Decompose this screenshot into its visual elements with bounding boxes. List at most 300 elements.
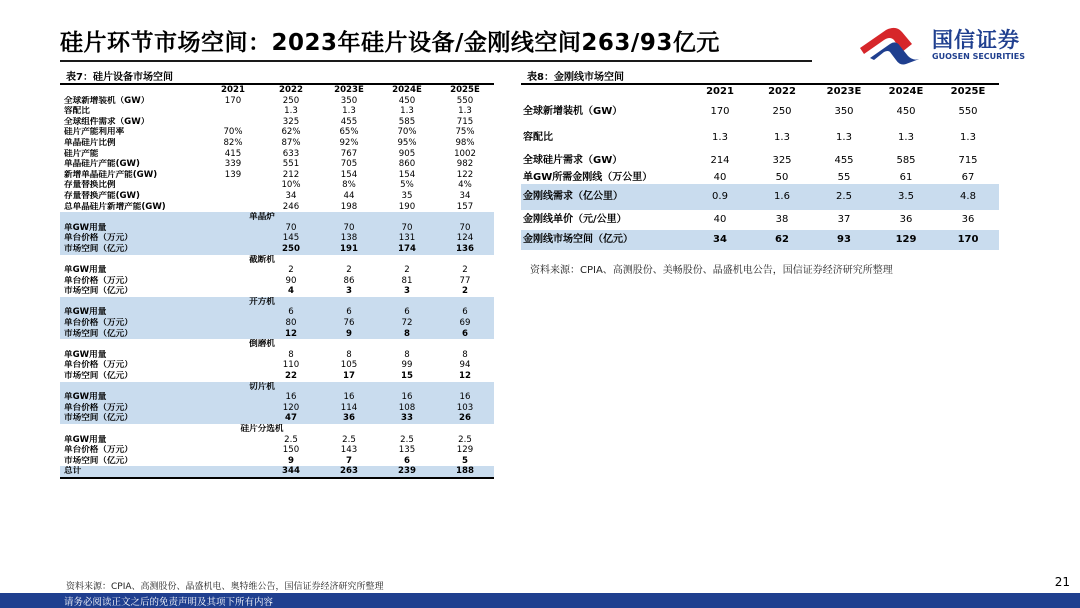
row-label: 容配比 [64, 106, 90, 117]
table-row [60, 191, 494, 202]
table-row [60, 350, 494, 361]
value-cell: 551 [282, 159, 300, 170]
value-cell: 61 [899, 171, 913, 183]
silicon-wafer-equipment-table [60, 70, 494, 479]
value-cell: 325 [772, 155, 792, 166]
company-logo [856, 22, 1036, 66]
value-cell: 70% [397, 127, 417, 138]
value-cell: 450 [398, 95, 416, 106]
row-label: 单GW用量 [60, 307, 204, 318]
value-cell: 12 [459, 371, 471, 382]
value-cell: 98% [455, 137, 475, 148]
table-row [60, 127, 494, 138]
value-cell: 70% [223, 127, 243, 138]
footer-bar [0, 593, 1080, 608]
value-cell: 212 [282, 169, 300, 180]
row-label: 全球硅片需求（GW） [523, 155, 623, 166]
value-cell: 129 [875, 230, 937, 250]
value-cell: 6 [320, 307, 378, 318]
value-cell: 767 [340, 148, 358, 159]
value-cell: 250 [772, 106, 792, 117]
value-cell: 2.5 [284, 434, 298, 445]
value-cell: 585 [896, 155, 916, 166]
value-cell: 455 [834, 155, 854, 166]
value-cell: 36 [320, 413, 378, 424]
value-cell: 105 [340, 360, 358, 371]
column-header: 2025E [950, 86, 986, 97]
table-header-row [60, 85, 494, 96]
section-label: 截断机 [249, 254, 275, 265]
table-row [521, 171, 999, 184]
value-cell: 40 [713, 214, 727, 225]
equipment-data-table [60, 85, 494, 479]
value-cell: 705 [340, 159, 358, 170]
value-cell: 94 [459, 360, 471, 371]
row-label: 单GW用量 [60, 223, 204, 234]
value-cell [204, 413, 262, 424]
value-cell: 40 [713, 171, 727, 183]
value-cell: 1.3 [400, 106, 414, 117]
value-cell: 1.6 [751, 184, 813, 210]
row-label: 单GW所需金刚线（万公里） [523, 171, 653, 183]
row-label: 市场空间（亿元） [64, 286, 133, 297]
table-row [521, 230, 999, 250]
value-cell: 633 [282, 148, 300, 159]
column-header [60, 85, 204, 96]
value-cell: 2 [288, 265, 294, 276]
value-cell: 455 [340, 116, 358, 127]
table-section-row [60, 297, 494, 308]
value-cell: 150 [282, 445, 300, 456]
value-cell: 154 [398, 169, 416, 180]
value-cell: 70 [320, 223, 378, 234]
column-header: 2023E [826, 86, 862, 97]
table-row [60, 170, 494, 181]
table8-source-note: 资料来源：CPIA、高测股份、美畅股份、晶盛机电公告，国信证券经济研究所整理 [530, 265, 893, 276]
value-cell [204, 191, 262, 202]
value-cell: 81 [401, 275, 413, 286]
value-cell: 22 [285, 371, 297, 382]
value-cell: 9 [288, 455, 294, 466]
table-row [60, 318, 494, 329]
value-cell: 77 [459, 275, 471, 286]
value-cell: 80 [262, 318, 320, 329]
value-cell [204, 403, 262, 414]
value-cell: 10% [281, 180, 301, 191]
value-cell: 2.5 [342, 434, 356, 445]
value-cell: 87% [281, 137, 301, 148]
table-row [60, 117, 494, 128]
value-cell: 34 [285, 190, 297, 201]
value-cell: 55 [837, 171, 851, 183]
table-row [60, 286, 494, 297]
value-cell [204, 233, 262, 244]
logo-name-en: GUOSEN SECURITIES [932, 52, 1025, 61]
value-cell: 170 [937, 230, 999, 250]
value-cell: 5% [400, 180, 414, 191]
value-cell: 16 [436, 392, 494, 403]
value-cell: 124 [436, 233, 494, 244]
value-cell: 1.3 [284, 106, 298, 117]
table-row [60, 265, 494, 276]
value-cell: 715 [456, 116, 474, 127]
table-row [521, 125, 999, 151]
value-cell [204, 180, 262, 191]
value-cell: 263 [320, 466, 378, 478]
value-cell: 8% [342, 180, 356, 191]
value-cell: 33 [378, 413, 436, 424]
value-cell: 37 [837, 214, 851, 225]
value-cell [204, 117, 262, 128]
value-cell: 3 [346, 286, 352, 297]
row-label: 市场空间（亿元） [64, 455, 133, 466]
value-cell: 16 [378, 392, 436, 403]
table-row [60, 445, 494, 456]
column-header: 2021 [221, 85, 245, 95]
section-label: 切片机 [204, 382, 320, 393]
section-label: 开方机 [204, 297, 320, 308]
value-cell: 585 [398, 116, 416, 127]
row-label: 总单晶硅片新增产能(GW) [64, 201, 166, 212]
row-label: 存量替换比例 [64, 180, 116, 191]
value-cell: 6 [436, 329, 494, 340]
value-cell: 1.3 [836, 132, 852, 143]
value-cell: 8 [404, 349, 410, 360]
table-row [60, 223, 494, 234]
row-label: 硅片产能利用率 [64, 127, 125, 138]
table-row [521, 210, 999, 230]
value-cell: 108 [378, 403, 436, 414]
row-label: 单晶硅片比例 [64, 137, 116, 148]
value-cell: 7 [346, 455, 352, 466]
value-cell: 72 [378, 318, 436, 329]
row-label: 金刚线需求（亿公里） [521, 184, 689, 210]
value-cell: 38 [775, 214, 789, 225]
value-cell: 26 [436, 413, 494, 424]
value-cell: 350 [834, 106, 854, 117]
value-cell: 170 [224, 95, 242, 106]
page-number: 21 [1054, 575, 1070, 589]
value-cell: 67 [961, 171, 975, 183]
value-cell: 34 [459, 190, 471, 201]
table-row [60, 456, 494, 467]
table-row [60, 403, 494, 414]
value-cell: 2 [462, 286, 468, 297]
value-cell: 6 [378, 307, 436, 318]
value-cell: 2.5 [458, 434, 472, 445]
value-cell [204, 276, 262, 287]
value-cell: 239 [378, 466, 436, 478]
value-cell [204, 265, 262, 276]
value-cell: 214 [710, 155, 730, 166]
column-header: 2025E [450, 85, 480, 95]
value-cell: 157 [456, 201, 474, 212]
value-cell [204, 360, 262, 371]
value-cell: 8 [288, 349, 294, 360]
value-cell: 44 [343, 190, 355, 201]
value-cell: 8 [378, 329, 436, 340]
table-row [60, 276, 494, 287]
value-cell: 2 [346, 265, 352, 276]
table-row [60, 360, 494, 371]
value-cell: 138 [320, 233, 378, 244]
table-row [60, 307, 494, 318]
value-cell [204, 392, 262, 403]
section-label: 硅片分选机 [240, 424, 284, 434]
row-label: 金刚线市场空间（亿元） [521, 230, 689, 250]
value-cell: 75% [455, 127, 475, 138]
value-cell: 90 [285, 275, 297, 286]
value-cell: 250 [262, 244, 320, 255]
value-cell [204, 106, 262, 117]
row-label: 新增单晶硅片产能(GW) [64, 169, 158, 180]
value-cell: 0.9 [689, 184, 751, 210]
table-row [60, 435, 494, 446]
value-cell: 188 [436, 466, 494, 478]
value-cell: 246 [282, 201, 300, 212]
value-cell: 34 [689, 230, 751, 250]
table-row [521, 99, 999, 125]
value-cell: 36 [899, 214, 913, 225]
column-header: 2022 [279, 85, 303, 95]
value-cell: 99 [401, 360, 413, 371]
row-label: 单GW用量 [60, 392, 204, 403]
section-label: 单晶炉 [204, 212, 320, 223]
value-cell: 344 [262, 466, 320, 478]
value-cell: 1002 [454, 148, 476, 159]
value-cell: 120 [262, 403, 320, 414]
table-section-row [60, 382, 494, 393]
table-row [60, 413, 494, 424]
value-cell: 47 [262, 413, 320, 424]
value-cell: 4 [288, 286, 294, 297]
value-cell: 62 [751, 230, 813, 250]
value-cell: 450 [896, 106, 916, 117]
row-label: 市场空间（亿元） [64, 371, 133, 382]
value-cell: 715 [958, 155, 978, 166]
table-row [60, 180, 494, 191]
value-cell: 76 [320, 318, 378, 329]
value-cell: 114 [320, 403, 378, 414]
column-header: 2021 [706, 86, 734, 97]
value-cell: 6 [436, 307, 494, 318]
value-cell: 1.3 [960, 132, 976, 143]
table-row [60, 233, 494, 244]
value-cell: 50 [775, 171, 789, 183]
value-cell: 70 [262, 223, 320, 234]
row-label: 全球新增装机（GW） [523, 106, 623, 117]
value-cell: 136 [436, 244, 494, 255]
table-section-row [60, 212, 494, 223]
table-row [60, 202, 494, 213]
value-cell: 70 [436, 223, 494, 234]
column-header [521, 85, 689, 99]
table-row [60, 138, 494, 149]
value-cell: 325 [282, 116, 300, 127]
row-label: 单台价格（万元） [60, 403, 204, 414]
value-cell: 2.5 [813, 184, 875, 210]
value-cell: 70 [378, 223, 436, 234]
table-row [60, 371, 494, 382]
row-label: 容配比 [523, 132, 553, 143]
guosen-logo-icon [856, 22, 928, 66]
column-header: 2023E [334, 85, 364, 95]
value-cell [204, 445, 262, 456]
table-row [60, 96, 494, 107]
value-cell: 65% [339, 127, 359, 138]
value-cell: 860 [398, 159, 416, 170]
value-cell: 1.3 [898, 132, 914, 143]
section-label: 倒磨机 [249, 339, 275, 350]
row-label: 硅片产能 [64, 148, 99, 159]
row-label: 单台价格（万元） [64, 275, 133, 286]
row-label: 单GW用量 [64, 434, 107, 445]
column-header: 2024E [392, 85, 422, 95]
value-cell [204, 350, 262, 361]
table-section-row [60, 339, 494, 350]
value-cell: 198 [340, 201, 358, 212]
value-cell [204, 286, 262, 297]
row-label: 存量替换产能(GW) [64, 190, 140, 201]
value-cell: 2 [404, 265, 410, 276]
value-cell: 3 [404, 286, 410, 297]
value-cell: 15 [401, 371, 413, 382]
value-cell: 9 [320, 329, 378, 340]
table-row [60, 329, 494, 340]
value-cell [204, 435, 262, 446]
value-cell: 170 [710, 106, 730, 117]
table-row [60, 392, 494, 403]
row-label: 单台价格（万元） [60, 318, 204, 329]
value-cell: 110 [282, 360, 300, 371]
table-row [60, 106, 494, 117]
value-cell: 145 [262, 233, 320, 244]
value-cell: 250 [282, 95, 300, 106]
value-cell [204, 466, 262, 478]
table-row [521, 151, 999, 171]
value-cell: 122 [456, 169, 474, 180]
value-cell: 6 [404, 455, 410, 466]
value-cell: 93 [813, 230, 875, 250]
column-header: 2024E [888, 86, 924, 97]
value-cell: 16 [262, 392, 320, 403]
value-cell [204, 202, 262, 213]
value-cell [204, 244, 262, 255]
value-cell: 8 [346, 349, 352, 360]
row-label: 单台价格（万元） [64, 445, 133, 456]
value-cell: 339 [224, 159, 242, 170]
row-label: 市场空间（亿元） [60, 244, 204, 255]
row-label: 市场空间（亿元） [60, 329, 204, 340]
value-cell: 95% [397, 137, 417, 148]
value-cell: 174 [378, 244, 436, 255]
table-row [60, 244, 494, 255]
value-cell: 86 [343, 275, 355, 286]
value-cell: 2 [462, 265, 468, 276]
table7-source-note: 资料来源：CPIA、高测股份、晶盛机电、奥特维公告，国信证券经济研究所整理 [66, 582, 384, 592]
value-cell: 8 [462, 349, 468, 360]
value-cell: 12 [262, 329, 320, 340]
table-section-row [60, 424, 494, 435]
value-cell: 4.8 [937, 184, 999, 210]
row-label: 单晶硅片产能(GW) [64, 159, 140, 170]
value-cell: 103 [436, 403, 494, 414]
diamond-wire-data-table [521, 85, 999, 250]
table-title: 表7：硅片设备市场空间 [60, 70, 494, 85]
value-cell: 35 [401, 190, 413, 201]
row-label: 单GW用量 [64, 349, 107, 360]
value-cell: 3.5 [875, 184, 937, 210]
value-cell: 1.3 [458, 106, 472, 117]
value-cell: 1.3 [342, 106, 356, 117]
value-cell: 550 [958, 106, 978, 117]
value-cell: 2.5 [400, 434, 414, 445]
value-cell: 4% [458, 180, 472, 191]
value-cell: 62% [281, 127, 301, 138]
table-row [521, 184, 999, 210]
value-cell [204, 307, 262, 318]
column-header: 2022 [768, 86, 796, 97]
value-cell: 5 [462, 455, 468, 466]
value-cell: 982 [456, 159, 474, 170]
value-cell [204, 329, 262, 340]
value-cell: 82% [223, 137, 243, 148]
table-row [60, 466, 494, 478]
row-label: 全球新增装机（GW） [64, 95, 150, 106]
title-underline [60, 60, 812, 62]
value-cell: 191 [320, 244, 378, 255]
value-cell: 1.3 [774, 132, 790, 143]
table-row [60, 149, 494, 160]
table-title: 表8：金刚线市场空间 [521, 70, 999, 85]
value-cell: 131 [378, 233, 436, 244]
row-label: 总计 [60, 466, 204, 478]
diamond-wire-market-table [521, 70, 999, 250]
table-row [60, 159, 494, 170]
disclaimer-text: 请务必阅读正文之后的免责声明及其项下所有内容 [64, 597, 274, 608]
value-cell: 350 [340, 95, 358, 106]
value-cell: 129 [456, 445, 474, 456]
value-cell: 415 [224, 148, 242, 159]
value-cell: 143 [340, 445, 358, 456]
value-cell: 135 [398, 445, 416, 456]
row-label: 单GW用量 [64, 265, 107, 276]
logo-name-cn: 国信证券 [932, 28, 1020, 52]
value-cell: 16 [320, 392, 378, 403]
row-label: 全球组件需求（GW） [64, 116, 150, 127]
value-cell: 139 [224, 169, 242, 180]
value-cell: 36 [961, 214, 975, 225]
value-cell: 6 [262, 307, 320, 318]
row-label: 市场空间（亿元） [60, 413, 204, 424]
value-cell: 154 [340, 169, 358, 180]
value-cell [204, 456, 262, 467]
value-cell [204, 223, 262, 234]
row-label: 单台价格（万元） [64, 360, 133, 371]
value-cell: 69 [436, 318, 494, 329]
value-cell: 1.3 [712, 132, 728, 143]
value-cell [204, 371, 262, 382]
row-label: 金刚线单价（元/公里） [523, 214, 627, 225]
table-header-row [521, 85, 999, 99]
value-cell [204, 318, 262, 329]
value-cell: 550 [456, 95, 474, 106]
value-cell: 17 [343, 371, 355, 382]
slide-title: 硅片环节市场空间：2023年硅片设备/金刚线空间263/93亿元 [60, 30, 720, 56]
value-cell: 905 [398, 148, 416, 159]
value-cell: 92% [339, 137, 359, 148]
table-section-row [60, 255, 494, 266]
